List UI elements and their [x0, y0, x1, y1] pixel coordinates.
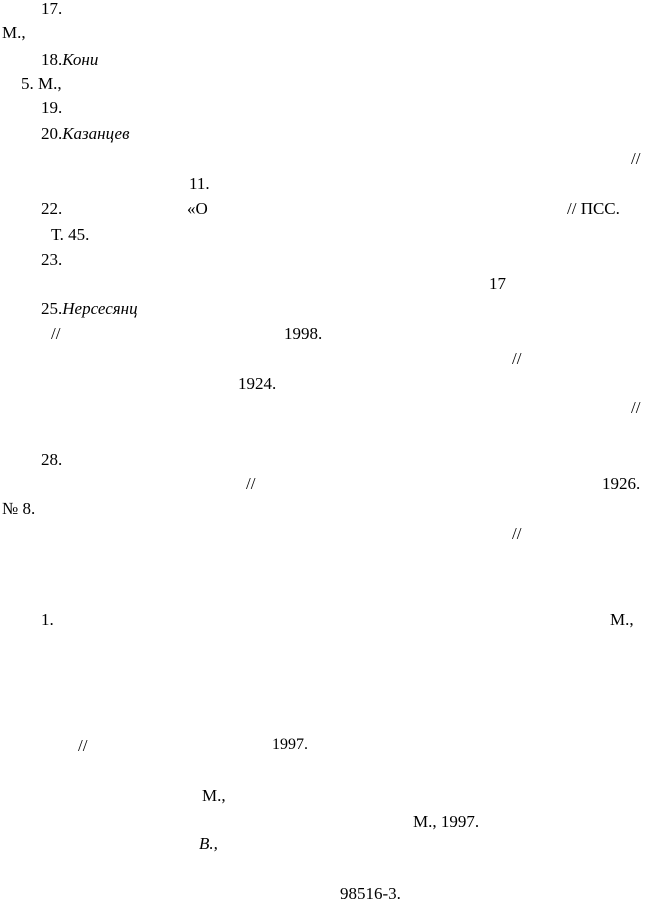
ref-27-separator: // [631, 398, 641, 417]
ref-18 [41, 51, 98, 68]
imprint-code: 98516-3. [340, 884, 401, 903]
ref-25-number: 25. [41, 299, 63, 318]
ref-20-separator: // [631, 149, 641, 168]
ref-17-city: М., [2, 23, 26, 42]
ref-18-author: Кони [62, 50, 99, 69]
ref-29-separator: // [512, 524, 522, 543]
ref-26-year: 1924. [238, 374, 277, 393]
list2-year: 1997. [272, 736, 308, 753]
imprint-city-year: М., 1997. [413, 812, 480, 831]
ref-28-year: 1926. [602, 474, 641, 493]
list2-separator: // [78, 736, 88, 755]
ref-21-number: 11. [189, 174, 210, 193]
ref-22-source: // ПСС. [567, 199, 620, 218]
ref-28-issue: № 8. [2, 499, 36, 518]
ref-18-volume-city: 5. М., [21, 74, 62, 93]
ref-25 [41, 300, 138, 317]
ref-20-number: 20. [41, 124, 63, 143]
ref-24-number: 17 [489, 274, 506, 293]
ref-25-year: 1998. [284, 324, 323, 343]
ref-22-volume: Т. 45. [51, 225, 90, 244]
ref-22-title-start: «О [187, 199, 208, 218]
ref-23-number: 23. [41, 250, 63, 269]
list2-item-1-city: М., [610, 610, 634, 629]
ref-25-author: Нерсесянц [62, 299, 138, 318]
ref-20-author: Казанцев [62, 124, 130, 143]
ref-28-number: 28. [41, 450, 63, 469]
list2-item-1-number: 1. [41, 610, 54, 629]
ref-25-separator: // [51, 324, 61, 343]
ref-28-separator: // [246, 474, 256, 493]
ref-22-number: 22. [41, 199, 63, 218]
ref-17-number: 17. [41, 0, 63, 18]
ref-20 [41, 125, 129, 142]
ref-26-separator: // [512, 349, 522, 368]
ref-19-number: 19. [41, 98, 63, 117]
imprint-initial: В., [199, 834, 218, 853]
ref-18-number: 18. [41, 50, 63, 69]
imprint-city: М., [202, 786, 226, 805]
